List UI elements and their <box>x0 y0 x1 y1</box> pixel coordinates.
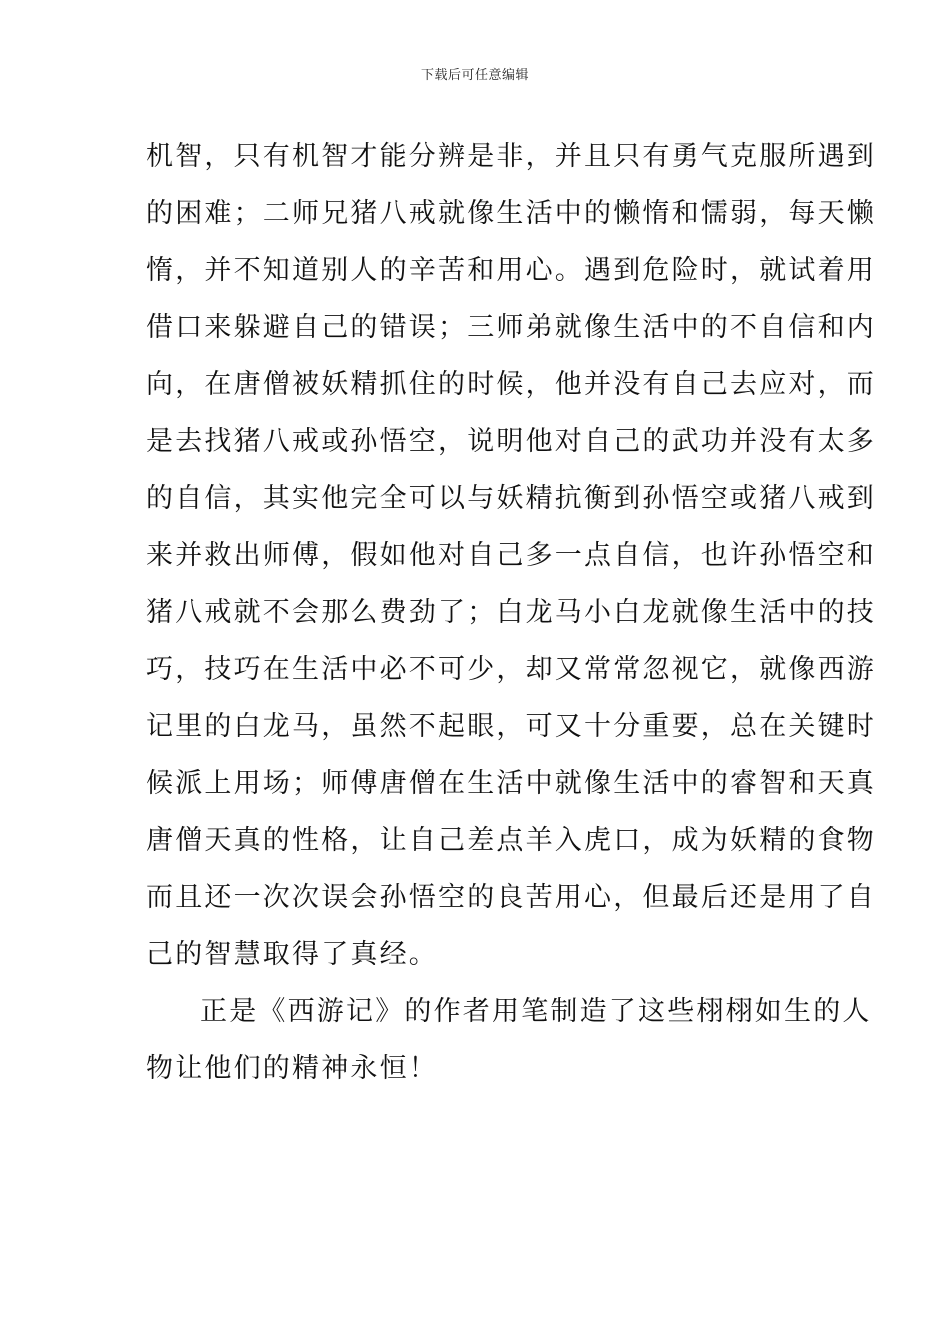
page-header: 下载后可任意编辑 <box>420 68 529 83</box>
text-line: 物让他们的精神永恒！ <box>146 1053 438 1084</box>
document-body <box>146 128 876 1097</box>
text-line: 的困难；二师兄猪八戒就像生活中的懒惰和懦弱，每天懒 <box>146 198 876 229</box>
text-line: 惰，并不知道别人的辛苦和用心。遇到危险时，就试着用 <box>146 255 876 286</box>
paragraph-1 <box>146 128 876 983</box>
text-line: 唐僧天真的性格，让自己差点羊入虎口，成为妖精的食物 <box>146 825 876 856</box>
text-line: 来并救出师傅，假如他对自己多一点自信，也许孙悟空和 <box>146 540 876 571</box>
text-line: 猪八戒就不会那么费劲了；白龙马小白龙就像生活中的技 <box>146 597 876 628</box>
text-line: 的自信，其实他完全可以与妖精抗衡到孙悟空或猪八戒到 <box>146 483 876 514</box>
text-line: 己的智慧取得了真经。 <box>146 939 438 970</box>
text-line: 是去找猪八戒或孙悟空，说明他对自己的武功并没有太多 <box>146 426 876 457</box>
text-line: 正是《西游记》的作者用笔制造了这些栩栩如生的人 <box>200 996 872 1027</box>
text-line: 机智，只有机智才能分辨是非，并且只有勇气克服所遇到 <box>146 141 876 172</box>
text-line: 巧，技巧在生活中必不可少，却又常常忽视它，就像西游 <box>146 654 876 685</box>
text-line: 记里的白龙马，虽然不起眼，可又十分重要，总在关键时 <box>146 711 876 742</box>
paragraph-2 <box>146 983 872 1097</box>
text-line: 而且还一次次误会孙悟空的良苦用心，但最后还是用了自 <box>146 882 876 913</box>
text-line: 向，在唐僧被妖精抓住的时候，他并没有自己去应对，而 <box>146 369 876 400</box>
text-line: 候派上用场；师傅唐僧在生活中就像生活中的睿智和天真 <box>146 768 876 799</box>
text-line: 借口来躲避自己的错误；三师弟就像生活中的不自信和内 <box>146 312 876 343</box>
